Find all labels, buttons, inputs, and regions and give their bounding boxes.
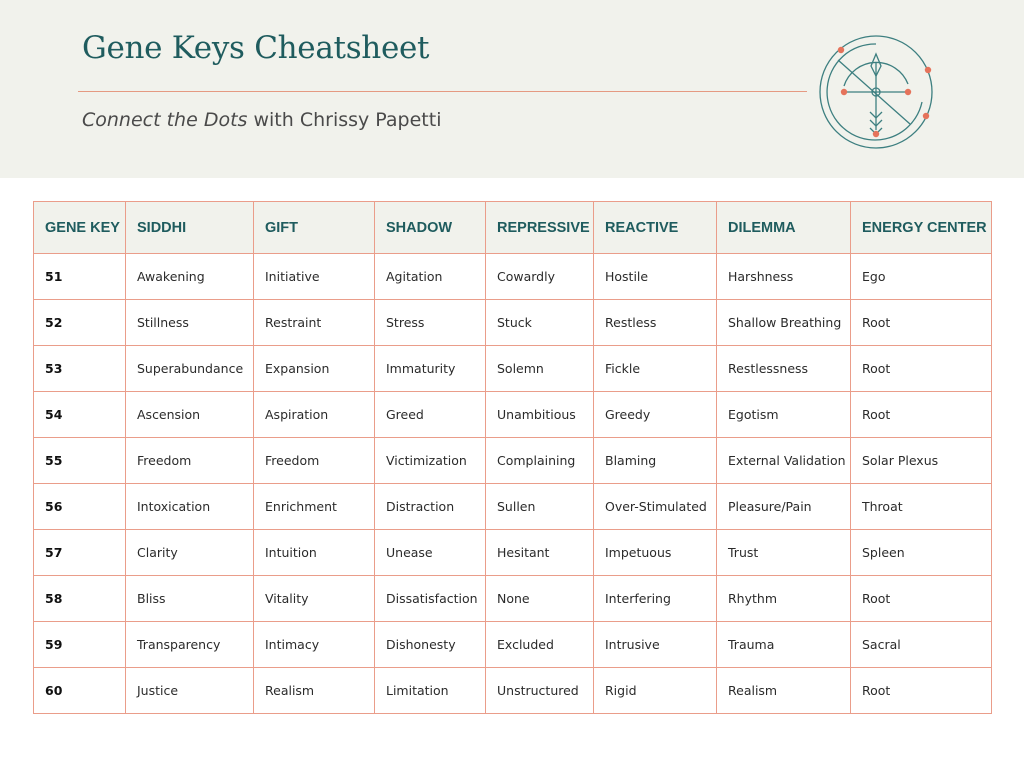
column-header-shadow: SHADOW [375, 202, 486, 254]
table-row [34, 576, 992, 622]
gift-cell: Vitality [254, 576, 375, 622]
gift-cell: Realism [254, 668, 375, 714]
column-header-energy-center: ENERGY CENTER [851, 202, 992, 254]
dilemma-cell: Restlessness [717, 346, 851, 392]
table-row [34, 346, 992, 392]
energy-center-cell: Root [851, 392, 992, 438]
gift-cell: Intuition [254, 530, 375, 576]
dilemma-cell: Harshness [717, 254, 851, 300]
shadow-cell: Unease [375, 530, 486, 576]
gene-key-cell: 51 [34, 254, 126, 300]
reactive-cell: Hostile [594, 254, 717, 300]
shadow-cell: Greed [375, 392, 486, 438]
table-row [34, 622, 992, 668]
repressive-cell: Stuck [486, 300, 594, 346]
table-row [34, 438, 992, 484]
compass-arrow-icon [810, 30, 940, 154]
repressive-cell: Sullen [486, 484, 594, 530]
column-header-siddhi: SIDDHI [126, 202, 254, 254]
repressive-cell: Excluded [486, 622, 594, 668]
gift-cell: Restraint [254, 300, 375, 346]
gene-key-cell: 55 [34, 438, 126, 484]
gene-key-cell: 54 [34, 392, 126, 438]
repressive-cell: Complaining [486, 438, 594, 484]
energy-center-cell: Root [851, 576, 992, 622]
subtitle-byline: with Chrissy Papetti [247, 109, 442, 131]
gene-key-cell: 52 [34, 300, 126, 346]
siddhi-cell: Intoxication [126, 484, 254, 530]
gift-cell: Expansion [254, 346, 375, 392]
energy-center-cell: Spleen [851, 530, 992, 576]
energy-center-cell: Root [851, 346, 992, 392]
shadow-cell: Agitation [375, 254, 486, 300]
reactive-cell: Restless [594, 300, 717, 346]
dilemma-cell: Shallow Breathing [717, 300, 851, 346]
subtitle-emphasis: Connect the Dots [82, 109, 248, 131]
shadow-cell: Dishonesty [375, 622, 486, 668]
gift-cell: Aspiration [254, 392, 375, 438]
header-divider [78, 91, 807, 92]
dilemma-cell: External Validation [717, 438, 851, 484]
energy-center-cell: Throat [851, 484, 992, 530]
shadow-cell: Limitation [375, 668, 486, 714]
shadow-cell: Victimization [375, 438, 486, 484]
dilemma-cell: Trauma [717, 622, 851, 668]
reactive-cell: Intrusive [594, 622, 717, 668]
dilemma-cell: Realism [717, 668, 851, 714]
siddhi-cell: Bliss [126, 576, 254, 622]
gift-cell: Enrichment [254, 484, 375, 530]
shadow-cell: Dissatisfaction [375, 576, 486, 622]
repressive-cell: Unambitious [486, 392, 594, 438]
siddhi-cell: Clarity [126, 530, 254, 576]
shadow-cell: Stress [375, 300, 486, 346]
page-title: Gene Keys Cheatsheet [82, 30, 430, 66]
siddhi-cell: Superabundance [126, 346, 254, 392]
energy-center-cell: Root [851, 300, 992, 346]
reactive-cell: Rigid [594, 668, 717, 714]
gene-key-cell: 60 [34, 668, 126, 714]
table-row [34, 254, 992, 300]
siddhi-cell: Transparency [126, 622, 254, 668]
column-header-gene-key: GENE KEY [34, 202, 126, 254]
energy-center-cell: Sacral [851, 622, 992, 668]
table-row [34, 392, 992, 438]
column-header-reactive: REACTIVE [594, 202, 717, 254]
dilemma-cell: Trust [717, 530, 851, 576]
reactive-cell: Blaming [594, 438, 717, 484]
reactive-cell: Fickle [594, 346, 717, 392]
energy-center-cell: Ego [851, 254, 992, 300]
dilemma-cell: Rhythm [717, 576, 851, 622]
gene-keys-table [33, 201, 992, 714]
shadow-cell: Distraction [375, 484, 486, 530]
gene-key-cell: 59 [34, 622, 126, 668]
gift-cell: Intimacy [254, 622, 375, 668]
table-header-row [34, 202, 992, 254]
dilemma-cell: Pleasure/Pain [717, 484, 851, 530]
energy-center-cell: Root [851, 668, 992, 714]
reactive-cell: Impetuous [594, 530, 717, 576]
siddhi-cell: Freedom [126, 438, 254, 484]
reactive-cell: Over-Stimulated [594, 484, 717, 530]
gene-key-cell: 57 [34, 530, 126, 576]
repressive-cell: Hesitant [486, 530, 594, 576]
page-subtitle [82, 109, 441, 131]
repressive-cell: Unstructured [486, 668, 594, 714]
siddhi-cell: Stillness [126, 300, 254, 346]
table-row [34, 530, 992, 576]
table-row [34, 484, 992, 530]
gift-cell: Initiative [254, 254, 375, 300]
shadow-cell: Immaturity [375, 346, 486, 392]
gene-key-cell: 53 [34, 346, 126, 392]
column-header-gift: GIFT [254, 202, 375, 254]
energy-center-cell: Solar Plexus [851, 438, 992, 484]
page-header [0, 0, 1024, 178]
dilemma-cell: Egotism [717, 392, 851, 438]
table-row [34, 300, 992, 346]
repressive-cell: Solemn [486, 346, 594, 392]
reactive-cell: Greedy [594, 392, 717, 438]
reactive-cell: Interfering [594, 576, 717, 622]
gift-cell: Freedom [254, 438, 375, 484]
siddhi-cell: Justice [126, 668, 254, 714]
gene-key-cell: 56 [34, 484, 126, 530]
column-header-repressive: REPRESSIVE [486, 202, 594, 254]
gene-key-cell: 58 [34, 576, 126, 622]
repressive-cell: None [486, 576, 594, 622]
repressive-cell: Cowardly [486, 254, 594, 300]
siddhi-cell: Ascension [126, 392, 254, 438]
table-row [34, 668, 992, 714]
column-header-dilemma: DILEMMA [717, 202, 851, 254]
siddhi-cell: Awakening [126, 254, 254, 300]
